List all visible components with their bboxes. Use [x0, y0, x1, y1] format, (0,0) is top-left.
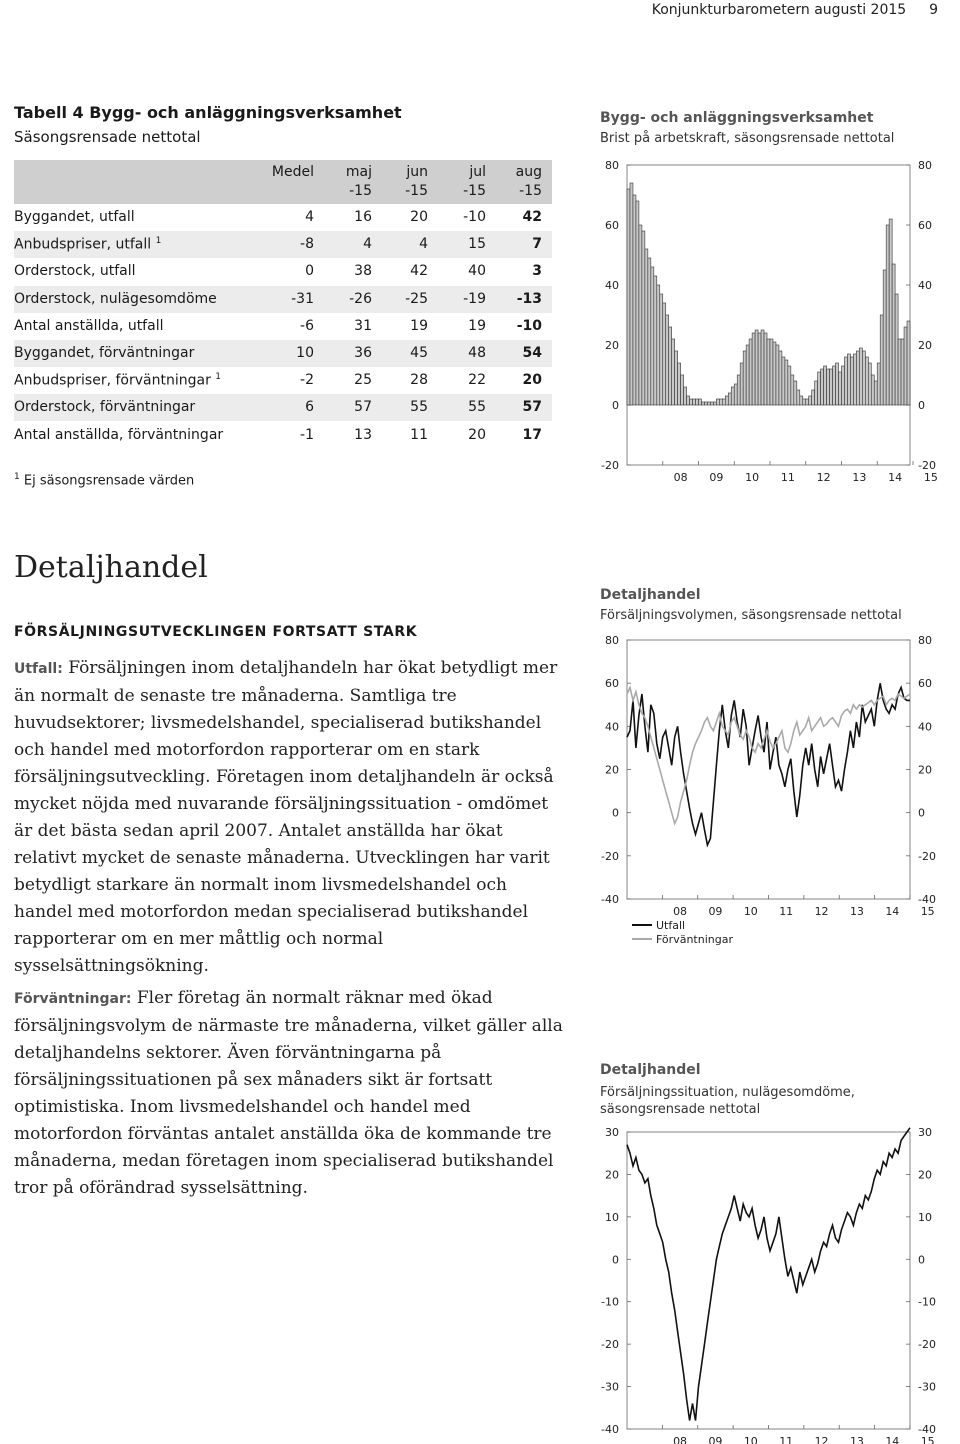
- bar: [847, 354, 850, 405]
- section-heading: Detaljhandel: [14, 550, 208, 585]
- bar: [654, 276, 657, 405]
- x-tick-label: 15: [920, 905, 935, 918]
- bar: [636, 201, 639, 405]
- bar: [737, 375, 740, 405]
- paragraph-utfall: [14, 655, 570, 980]
- y-tick-label-right: 40: [918, 279, 932, 292]
- table-cell: -13: [516, 290, 542, 307]
- bar: [880, 315, 883, 405]
- table-cell: -1: [300, 426, 314, 443]
- bar: [681, 375, 684, 405]
- table-cell: 42: [410, 263, 428, 280]
- bar: [874, 381, 877, 405]
- y-tick-label-right: 60: [918, 677, 932, 691]
- table-cell: 4: [363, 236, 372, 253]
- y-tick-label-left: 10: [605, 1210, 619, 1224]
- x-tick-label: 10: [745, 471, 760, 484]
- section-subheading: FÖRSÄLJNINGSUTVECKLINGEN FORTSATT STARK: [14, 624, 418, 640]
- x-tick-label: 11: [780, 471, 795, 484]
- row-label: Byggandet, utfall: [14, 209, 135, 225]
- chart3-plot: [580, 1117, 955, 1444]
- table-cell: -10: [516, 317, 542, 334]
- table-cell: -25: [405, 290, 428, 307]
- table-cell: 4: [305, 209, 314, 225]
- bar: [889, 219, 892, 405]
- chart1-title: Bygg- och anläggningsverksamhet: [600, 110, 874, 126]
- bar: [803, 399, 806, 405]
- bar: [830, 369, 833, 405]
- table-cell: 16: [354, 209, 372, 225]
- table-cell: -2: [300, 372, 314, 389]
- table-title: Tabell 4 Bygg- och anläggningsverksamhet: [14, 103, 402, 122]
- page-header: [652, 2, 938, 18]
- bar: [749, 339, 752, 405]
- y-tick-label-right: 20: [918, 339, 932, 352]
- table-cell: 42: [522, 209, 542, 225]
- table-cell: 48: [468, 345, 486, 361]
- bar: [761, 330, 764, 405]
- bar: [728, 393, 731, 405]
- bar: [740, 363, 743, 405]
- table-cell: 20: [410, 209, 428, 225]
- col-header-jun: jun -15: [405, 164, 428, 199]
- bar: [767, 339, 770, 405]
- y-tick-label-right: -40: [918, 893, 936, 906]
- bar: [907, 321, 910, 405]
- bar: [704, 402, 707, 405]
- x-tick-label: 08: [673, 471, 688, 484]
- bar: [725, 396, 728, 405]
- row-label: Orderstock, förväntningar: [14, 399, 196, 416]
- chart2-plot: [580, 627, 955, 952]
- bar: [701, 402, 704, 405]
- bar: [898, 339, 901, 405]
- y-tick-label-left: -30: [601, 1380, 619, 1394]
- y-tick-label-left: -20: [601, 459, 619, 472]
- bar: [868, 363, 871, 405]
- table-header: [14, 160, 552, 204]
- header-title: Konjunkturbarometern augusti 2015: [651, 2, 907, 18]
- bar: [743, 351, 746, 405]
- table-row: [14, 231, 552, 258]
- bar: [642, 231, 645, 405]
- y-tick-label-left: -40: [601, 1423, 619, 1436]
- table-cell: 4: [419, 236, 428, 253]
- bar: [883, 270, 886, 405]
- table-cell: -8: [300, 236, 314, 253]
- bar: [871, 375, 874, 405]
- bar: [833, 366, 836, 405]
- table-row: [14, 286, 552, 313]
- paragraph-forvantningar-text: Fler företag än normalt räknar med ökad försäljningsvolym de närmaste tre månaderna, vilket gäller alla detaljhandelns sektorer. Även förväntningarna på försäljningssituationen på sex månaders sikt är fortsatt optimistiska. Inom livsmedelshandel och handel med motorfordon förväntas antalet anställda öka de kommande tre månaderna, medan företagen inom specialiserad butikshandel tror på oförändrad sysselsättning.: [14, 988, 563, 1198]
- paragraph-forvantningar: [14, 985, 570, 1202]
- bar: [734, 384, 737, 405]
- table-row: [14, 258, 552, 285]
- x-tick-label: 14: [888, 471, 903, 484]
- y-tick-label-right: -20: [918, 849, 936, 863]
- chart3-title: Detaljhandel: [600, 1062, 701, 1078]
- bar: [639, 225, 642, 405]
- bar: [669, 327, 672, 405]
- bar: [776, 345, 779, 405]
- y-tick-label-right: 20: [918, 763, 932, 777]
- y-tick-label-right: -10: [918, 1295, 936, 1309]
- bar: [853, 354, 856, 405]
- bar: [800, 396, 803, 405]
- y-tick-label-right: -20: [918, 1338, 936, 1352]
- bar: [645, 249, 648, 405]
- bar: [758, 333, 761, 405]
- y-tick-label-left: 40: [605, 279, 619, 292]
- bar: [839, 372, 842, 405]
- bar: [877, 363, 880, 405]
- table-row: [14, 422, 552, 449]
- chart3-subtitle: Försäljningssituation, nulägesomdöme, säsongsrensade nettotal: [600, 1085, 855, 1117]
- table-cell: 6: [305, 399, 314, 416]
- x-tick-label: 08: [673, 1435, 688, 1444]
- table-cell: 22: [468, 372, 486, 389]
- table-cell: 17: [522, 426, 542, 443]
- y-tick-label-left: 60: [605, 677, 619, 691]
- table-cell: 55: [410, 399, 428, 416]
- bar: [657, 285, 660, 405]
- row-label: Anbudspriser, utfall $^1$: [14, 236, 162, 253]
- x-tick-label: 09: [709, 471, 724, 484]
- x-tick-label: 14: [885, 1435, 900, 1444]
- bar: [651, 267, 654, 405]
- table-cell: 0: [305, 263, 314, 280]
- bar: [755, 330, 758, 405]
- bar: [892, 264, 895, 405]
- row-label: Byggandet, förväntningar: [14, 345, 195, 361]
- bar: [788, 366, 791, 405]
- bar: [746, 345, 749, 405]
- x-tick-label: 08: [673, 905, 688, 918]
- table-cell: 15: [468, 236, 486, 253]
- y-tick-label-right: -20: [918, 459, 936, 472]
- table-row: [14, 340, 552, 367]
- y-tick-label-left: 20: [605, 1168, 619, 1182]
- table-cell: 40: [468, 263, 486, 280]
- x-tick-label: 12: [814, 1435, 829, 1444]
- table-cell: 45: [410, 345, 428, 361]
- x-tick-label: 11: [779, 1435, 794, 1444]
- y-tick-label-left: 20: [605, 339, 619, 352]
- bar: [827, 369, 830, 405]
- bar: [633, 195, 636, 405]
- series-line-utfall: [627, 683, 910, 845]
- chart1-subtitle: Brist på arbetskraft, säsongsrensade nettotal: [600, 131, 895, 146]
- bar: [779, 351, 782, 405]
- bar: [812, 390, 815, 405]
- bar: [859, 348, 862, 405]
- table-cell: 57: [354, 399, 372, 416]
- bar: [785, 360, 788, 405]
- y-tick-label-left: 0: [612, 806, 619, 820]
- bar: [821, 369, 824, 405]
- y-tick-label-right: 30: [918, 1126, 932, 1139]
- bar: [648, 258, 651, 405]
- table-cell: 19: [410, 317, 428, 334]
- table-cell: 31: [354, 317, 372, 334]
- bar: [707, 402, 710, 405]
- bar: [791, 375, 794, 405]
- bar: [901, 339, 904, 405]
- col-header-aug: aug -15: [515, 164, 542, 199]
- bar: [693, 399, 696, 405]
- bar: [716, 399, 719, 405]
- y-tick-label-right: 0: [918, 399, 925, 412]
- bar: [824, 366, 827, 405]
- x-tick-label: 12: [814, 905, 829, 918]
- bar: [815, 381, 818, 405]
- bar: [841, 366, 844, 405]
- y-tick-label-left: 80: [605, 159, 619, 172]
- bar: [696, 399, 699, 405]
- y-tick-label-right: 60: [918, 219, 932, 232]
- y-tick-label-left: -40: [601, 893, 619, 906]
- row-label: Anbudspriser, förväntningar $^1$: [14, 372, 222, 389]
- paragraph-forvantningar-lead: Förväntningar:: [14, 991, 132, 1007]
- y-tick-label-right: 40: [918, 720, 932, 734]
- table-cell: 54: [522, 345, 542, 361]
- paragraph-utfall-text: Försäljningen inom detaljhandeln har ökat betydligt mer än normalt de senaste tre månaderna. Samtliga tre huvudsektorer; livsmedelshandel, specialiserad butikshandel och handel med motorfordon rapporterar om en stark försäljningsutveckling. Företagen inom detaljhandeln är också mycket nöjda med nuvarande försäljningssituation - omdömet är det bästa sedan april 2007. Antalet anställda har ökat relativt mycket de senaste månaderna. Utvecklingen har varit betydligt starkare än normalt inom livsmedelshandel och handel med motorfordon medan specialiserad butikshandel rapporterar om en mer måttlig och normal sysselsättningsökning.: [14, 658, 558, 976]
- table-subtitle: Säsongsrensade nettotal: [14, 128, 201, 146]
- y-tick-label-right: 10: [918, 1210, 932, 1224]
- table-cell: 25: [354, 372, 372, 389]
- y-tick-label-right: -30: [918, 1380, 936, 1394]
- table-row: [14, 394, 552, 421]
- bar: [690, 399, 693, 405]
- bar: [698, 399, 701, 405]
- table-cell: 3: [532, 263, 542, 280]
- bar: [675, 351, 678, 405]
- x-tick-label: 13: [849, 905, 864, 918]
- bar: [844, 357, 847, 405]
- table-cell: 36: [354, 345, 372, 361]
- col-header-medel: Medel: [271, 164, 314, 180]
- legend-label: Utfall: [656, 919, 686, 932]
- y-tick-label-right: -40: [918, 1423, 936, 1436]
- y-tick-label-left: 80: [605, 634, 619, 647]
- y-tick-label-left: 60: [605, 219, 619, 232]
- series-line-nulägesomdöme: [627, 1128, 910, 1421]
- x-tick-label: 10: [743, 1435, 758, 1444]
- bar: [687, 396, 690, 405]
- bar: [850, 357, 853, 405]
- table-cell: 13: [354, 426, 372, 443]
- bar: [770, 339, 773, 405]
- table-cell: 57: [522, 399, 542, 416]
- bar: [713, 402, 716, 405]
- y-tick-label-right: 20: [918, 1168, 932, 1182]
- table-cell: -6: [300, 317, 314, 334]
- bar: [895, 294, 898, 405]
- chart2-subtitle: Försäljningsvolymen, säsongsrensade nettotal: [600, 608, 902, 623]
- chart2-frame: [627, 640, 910, 899]
- table-cell: 20: [468, 426, 486, 443]
- x-tick-label: 14: [885, 905, 900, 918]
- table-row: [14, 204, 552, 231]
- chart2-title: Detaljhandel: [600, 587, 701, 603]
- x-tick-label: 12: [816, 471, 831, 484]
- chart1-plot: [580, 150, 955, 485]
- x-tick-label: 15: [923, 471, 938, 484]
- y-tick-label-right: 80: [918, 159, 932, 172]
- bar: [764, 333, 767, 405]
- bar: [773, 342, 776, 405]
- x-tick-label: 09: [708, 905, 723, 918]
- bar: [722, 399, 725, 405]
- x-tick-label: 15: [920, 1435, 935, 1444]
- x-tick-label: 11: [779, 905, 794, 918]
- bar: [794, 381, 797, 405]
- table-cell: 20: [522, 372, 542, 389]
- row-label: Antal anställda, förväntningar: [14, 426, 224, 443]
- bar: [806, 399, 809, 405]
- table-cell: 38: [354, 263, 372, 280]
- x-tick-label: 13: [849, 1435, 864, 1444]
- row-label: Orderstock, nulägesomdöme: [14, 290, 217, 307]
- bar: [752, 333, 755, 405]
- table-cell: -19: [463, 290, 486, 307]
- x-tick-label: 13: [852, 471, 867, 484]
- bar: [731, 387, 734, 405]
- table-cell: 55: [468, 399, 486, 416]
- page-number: 9: [929, 2, 938, 18]
- y-tick-label-right: 80: [918, 634, 932, 647]
- col-header-maj: maj -15: [345, 164, 372, 199]
- table-cell: 28: [410, 372, 428, 389]
- bar: [666, 315, 669, 405]
- table-cell: 19: [468, 317, 486, 334]
- legend-label: Förväntningar: [656, 933, 733, 946]
- row-label: Orderstock, utfall: [14, 263, 136, 280]
- table-cell: 7: [532, 236, 542, 253]
- y-tick-label-left: 40: [605, 720, 619, 734]
- bar: [797, 390, 800, 405]
- table-cell: 10: [296, 345, 314, 361]
- y-tick-label-right: 0: [918, 806, 925, 820]
- table-cell: -26: [349, 290, 372, 307]
- bar: [836, 363, 839, 405]
- bar: [660, 294, 663, 405]
- chart1-frame: [627, 165, 910, 465]
- y-tick-label-left: -10: [601, 1295, 619, 1309]
- table-cell: -31: [291, 290, 314, 307]
- bar: [809, 396, 812, 405]
- row-label: Antal anställda, utfall: [14, 317, 164, 334]
- y-tick-label-left: -20: [601, 849, 619, 863]
- bar: [856, 351, 859, 405]
- paragraph-utfall-lead: Utfall:: [14, 661, 63, 677]
- bar: [663, 303, 666, 405]
- table-row: [14, 367, 552, 394]
- bar: [627, 189, 630, 405]
- y-tick-label-right: 0: [918, 1253, 925, 1267]
- table-row: [14, 313, 552, 340]
- bar: [719, 399, 722, 405]
- y-tick-label-left: 0: [612, 1253, 619, 1267]
- bar: [818, 372, 821, 405]
- bar: [782, 357, 785, 405]
- bar: [886, 225, 889, 405]
- bar: [678, 363, 681, 405]
- bar: [710, 402, 713, 405]
- bar: [904, 327, 907, 405]
- bar: [865, 357, 868, 405]
- table-cell: -10: [463, 209, 486, 225]
- y-tick-label-left: -20: [601, 1338, 619, 1352]
- y-tick-label-left: 20: [605, 763, 619, 777]
- x-tick-label: 10: [743, 905, 758, 918]
- bar: [630, 183, 633, 405]
- y-tick-label-left: 0: [612, 399, 619, 412]
- y-tick-label-left: 30: [605, 1126, 619, 1139]
- bar: [684, 387, 687, 405]
- x-tick-label: 09: [708, 1435, 723, 1444]
- col-header-jul: jul -15: [463, 164, 486, 199]
- bar: [672, 339, 675, 405]
- table-footnote: $^1$ Ej säsongsrensade värden: [14, 472, 195, 489]
- bar: [862, 351, 865, 405]
- table-cell: 11: [410, 426, 428, 443]
